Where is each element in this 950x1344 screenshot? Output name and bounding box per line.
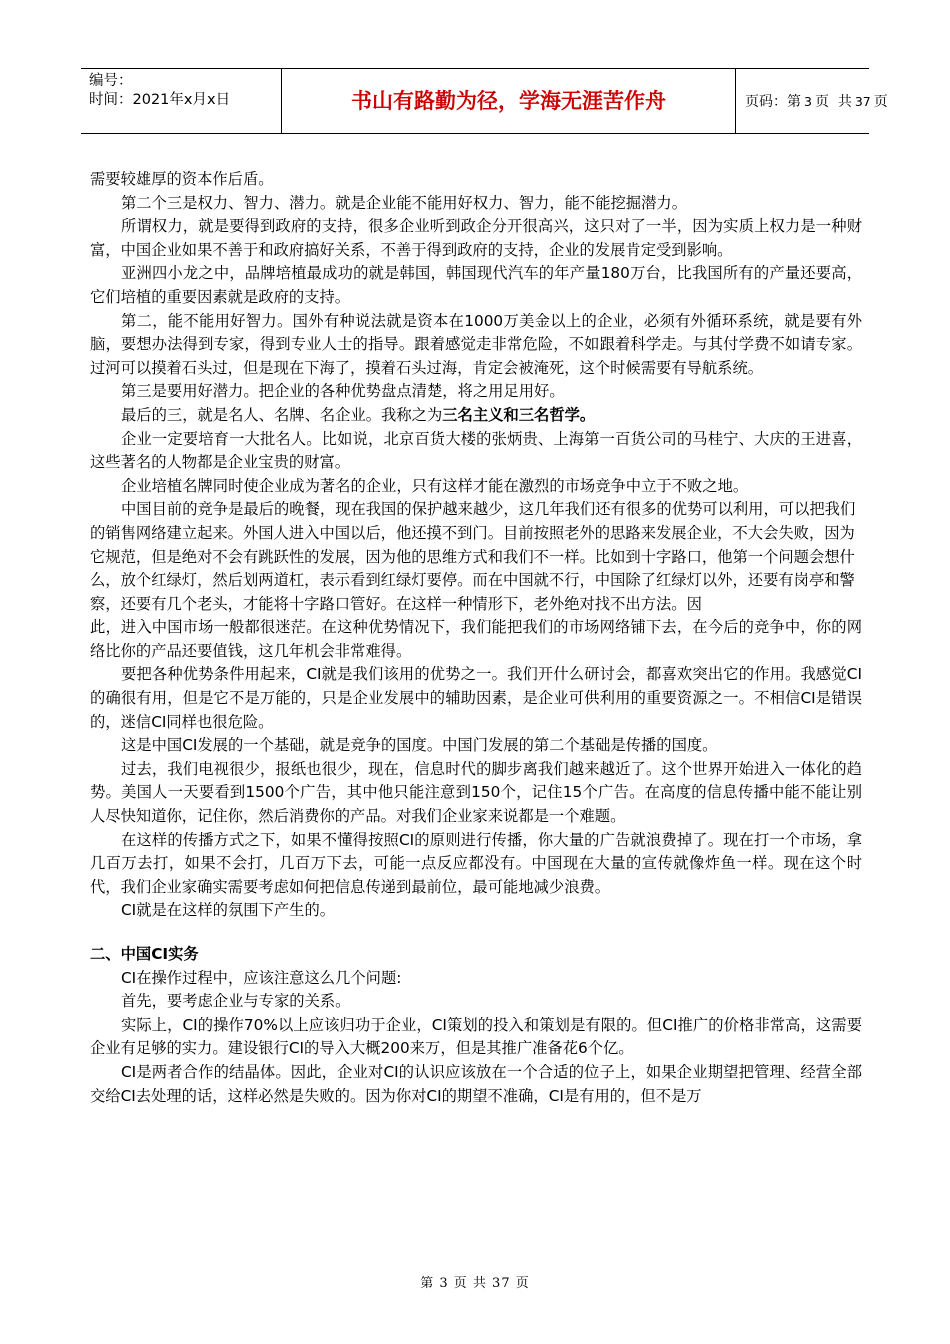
paragraph: 要把各种优势条件用起来，CI就是我们该用的优势之一。我们开什么研讨会，都喜欢突出它的作用。我感觉CI的确很有用，但是它不是万能的，只是企业发展中的辅助因素，是企业可供利用的重要资源之一。不相信CI是错误的，迷信CI同样也很危险。 xyxy=(90,665,862,731)
paragraph: 过去，我们电视很少，报纸也很少，现在，信息时代的脚步离我们越来越近了。这个世界开始进入一体化的趋势。美国人一天要看到1500个广告，其中他只能注意到150个，记住15个广告。在高度的信息传播中能不能让别人尽快知道你，记住你，然后消费你的产品。对我们企业家来说都是一个难题。 xyxy=(90,759,862,826)
page-mid: 页 共 xyxy=(814,94,852,110)
motto-cell xyxy=(282,69,736,133)
paragraph: CI在操作过程中，应该注意这么几个问题: xyxy=(121,968,402,987)
motto-text: 书山有路勤为径，学海无涯苦作舟 xyxy=(351,88,666,113)
paragraph: 这是中国CI发展的一个基础，就是竞争的国度。中国门发展的第二个基础是传播的国度。 xyxy=(121,736,718,755)
page-prefix: 页码：第 xyxy=(745,94,801,110)
paragraph: 在这样的传播方式之下，如果不懂得按照CI的原则进行传播，你大量的广告就浪费掉了。现在打一个市场，拿几百万去打，如果不会打，几百万下去，可能一点反应都没有。中国现在大量的宣传就像炸鱼一样。现在这个时代，我们企业家确实需要考虑如何把信息传递到最前位，最可能地减少浪费。 xyxy=(90,830,862,896)
paragraph: 企业一定要培育一大批名人。比如说，北京百货大楼的张炳贵、上海第一百货公司的马桂宁、大庆的王进喜，这些著名的人物都是企业宝贵的财富。 xyxy=(90,429,862,472)
page-total: 37 xyxy=(854,93,871,109)
page-suffix: 页 xyxy=(873,94,888,110)
section-heading: 二、中国CI实务 xyxy=(90,945,199,963)
paragraph: CI就是在这样的氛围下产生的。 xyxy=(121,901,336,920)
paragraph: 此，进入中国市场一般都很迷茫。在这种优势情况下，我们能把我们的市场网络铺下去，在今后的竞争中，你的网络比你的产品还要值钱，这几年机会非常难得。 xyxy=(90,618,862,660)
paragraph: 首先，要考虑企业与专家的关系。 xyxy=(121,992,351,1011)
number-label: 编号： xyxy=(89,73,133,89)
page-current: 3 xyxy=(804,93,812,109)
page-number-cell xyxy=(736,69,888,133)
header-meta-cell xyxy=(81,69,282,133)
paragraph: 需要较雄厚的资本作后盾。 xyxy=(90,170,274,188)
paragraph: 第二，能不能用好智力。国外有种说法就是资本在1000万美金以上的企业，必须有外循环系统，就是要有外脑，要想办法得到专家，得到专业人士的指导。跟着感觉走非常危险，不如跟着科学走。与其付学费不如请专家。过河可以摸着石头过，但是现在下海了，摸着石头过海，肯定会被淹死，这个时候需要有导航系统。 xyxy=(90,311,862,377)
paragraph: 中国目前的竞争是最后的晚餐，现在我国的保护越来越少，这几年我们还有很多的优势可以利用，可以把我们的销售网络建立起来。外国人进入中国以后，他还摸不到门。目前按照老外的思路来发展企业，不大会失败，因为它规范，但是绝对不会有跳跃性的发展，因为他的思维方式和我们不一样。比如到十字路口，他第一个问题会想什么，放个红绿灯，然后划两道杠，表示看到红绿灯要停。而在中国就不行，中国除了红绿灯以外，还要有岗亭和警察，还要有几个老头，才能将十字路口管好。在这样一种情形下，老外绝对找不出方法。因 xyxy=(90,500,856,613)
document-body xyxy=(90,168,862,1108)
header-table xyxy=(81,68,888,134)
time-label: 时间：2021年x月x日 xyxy=(89,92,231,108)
page-footer: 第 3 页 共 37 页 xyxy=(420,1276,530,1291)
paragraph xyxy=(90,404,862,428)
paragraph: 所谓权力，就是要得到政府的支持，很多企业听到政企分开很高兴，这只对了一半，因为实质上权力是一种财富，中国企业如果不善于和政府搞好关系，不善于得到政府的支持，企业的发展肯定受到影响。 xyxy=(90,217,862,259)
paragraph: 第二个三是权力、智力、潜力。就是企业能不能用好权力、智力，能不能挖掘潜力。 xyxy=(121,193,687,212)
paragraph: 企业培植名牌同时使企业成为著名的企业，只有这样才能在激烈的市场竞争中立于不败之地。 xyxy=(121,476,749,495)
paragraph: CI是两者合作的结晶体。因此，企业对CI的认识应该放在一个合适的位子上，如果企业期望把管理、经营全部交给CI去处理的话，这样必然是失败的。因为你对CI的期望不准确，CI是有用的，但不是万 xyxy=(90,1062,862,1105)
paragraph: 亚洲四小龙之中，品牌培植最成功的就是韩国，韩国现代汽车的年产量180万台，比我国所有的产量还要高，它们培植的重要因素就是政府的支持。 xyxy=(90,264,862,306)
paragraph-text: 最后的三，就是名人、名牌、名企业。我称之为 xyxy=(121,405,443,424)
paragraph: 实际上，CI的操作70%以上应该归功于企业，CI策划的投入和策划是有限的。但CI推广的价格非常高，这需要企业有足够的实力。建设银行CI的导入大概200来万，但是其推广准备花6个亿。 xyxy=(90,1015,862,1058)
paragraph: 第三是要用好潜力。把企业的各种优势盘点清楚，将之用足用好。 xyxy=(121,382,565,401)
bold-phrase: 三名主义和三名哲学。 xyxy=(442,405,596,424)
